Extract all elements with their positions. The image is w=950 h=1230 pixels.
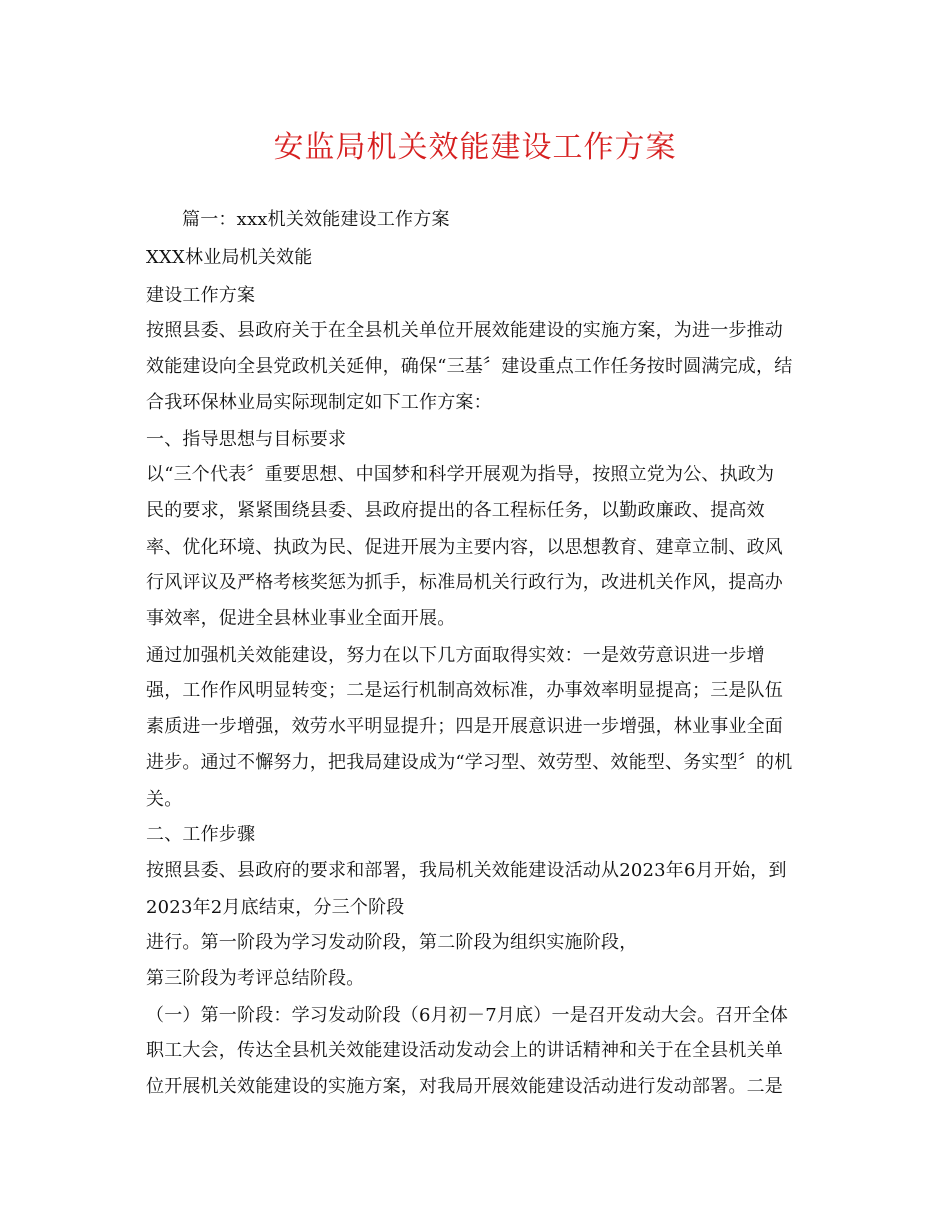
paragraph-line: 行风评议及严格考核奖惩为抓手，标准局机关行政行为，改进机关作风，提高办 <box>146 572 783 593</box>
paragraph-line: （一）第一阶段：学习发动阶段（6月初－7月底）一是召开发动大会。召开全体 <box>146 1005 789 1026</box>
paragraph-line: 2023年2月底结束，分三个阶段 <box>146 897 405 918</box>
paragraph-line: 强，工作作风明显转变；二是运行机制高效标准，办事效率明显提高；三是队伍 <box>146 680 783 701</box>
paragraph-line: 效能建设向全县党政机关延伸，确保“三基〞建设重点工作任务按时圆满完成，结 <box>146 356 793 377</box>
text-line: XXX林业局机关效能 <box>146 247 313 268</box>
paragraph-line: 通过加强机关效能建设，努力在以下几方面取得实效：一是效劳意识进一步增 <box>146 645 765 666</box>
paragraph-line: 民的要求，紧紧围绕县委、县政府提出的各工程标任务，以勤政廉政、提高效 <box>146 500 765 521</box>
paragraph-line: 合我环保林业局实际现制定如下工作方案： <box>146 392 492 413</box>
paragraph-line: 进行。第一阶段为学习发动阶段，第二阶段为组织实施阶段， <box>146 932 638 953</box>
paragraph-line: 以“三个代表〞重要思想、中国梦和科学开展观为指导，按照立党为公、执政为 <box>146 464 775 485</box>
document-title: 安监局机关效能建设工作方案 <box>273 130 677 165</box>
section-heading-part1: 篇一：xxx机关效能建设工作方案 <box>182 209 450 230</box>
paragraph-line: 关。 <box>146 789 183 810</box>
text-line: 建设工作方案 <box>146 285 256 306</box>
paragraph-line: 按照县委、县政府关于在全县机关单位开展效能建设的实施方案，为进一步推动 <box>146 320 783 341</box>
paragraph-line: 按照县委、县政府的要求和部署，我局机关效能建设活动从2023年6月开始，到 <box>146 860 787 881</box>
paragraph-line: 位开展机关效能建设的实施方案，对我局开展效能建设活动进行发动部署。二是 <box>146 1076 783 1097</box>
paragraph-line: 职工大会，传达全县机关效能建设活动发动会上的讲话精神和关于在全县机关单 <box>146 1040 783 1061</box>
paragraph-line: 进步。通过不懈努力，把我局建设成为“学习型、效劳型、效能型、务实型〞的机 <box>146 752 793 773</box>
paragraph-line: 率、优化环境、执政为民、促进开展为主要内容，以思想教育、建章立制、政风 <box>146 537 783 558</box>
paragraph-line: 事效率，促进全县林业事业全面开展。 <box>146 608 456 629</box>
paragraph-line: 第三阶段为考评总结阶段。 <box>146 968 365 989</box>
section-heading: 一、指导思想与目标要求 <box>146 429 347 450</box>
paragraph-line: 素质进一步增强，效劳水平明显提升；四是开展意识进一步增强，林业事业全面 <box>146 716 783 737</box>
section-heading: 二、工作步骤 <box>146 824 256 845</box>
